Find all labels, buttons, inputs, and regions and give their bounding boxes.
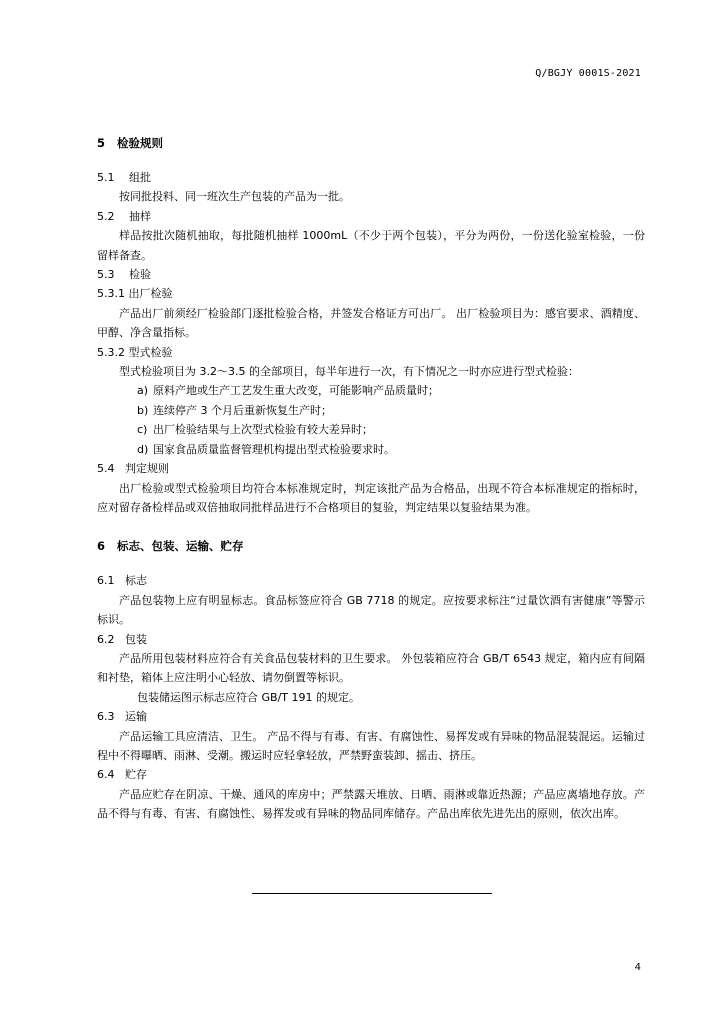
subsection-number: 5.2 [97, 209, 115, 223]
list-item-label: a) [137, 384, 149, 398]
list-item [97, 381, 645, 400]
document-body [97, 134, 645, 824]
subsection-title: 检验 [129, 268, 151, 282]
end-rule-divider [252, 893, 492, 894]
subsection-number: 5.1 [97, 171, 115, 184]
subsection-5-1-heading [97, 168, 645, 187]
subsection-5-3-2-heading [97, 343, 645, 362]
subsection-6-4-text: 产品应贮存在阴凉、干燥、通风的库房中；严禁露天堆放、日晒、雨淋或靠近热源；产品应离墙地存放。产品不得与有毒、有害、有腐蚀性、易挥发或有异味的物品同库储存。产品出库依先进先出的原则，依次出库。 [97, 787, 645, 821]
section-title: 标志、包装、运输、贮存 [117, 539, 244, 554]
subsection-6-2-heading [97, 630, 645, 649]
subsection-6-3-text: 产品运输工具应清洁、卫生。 产品不得与有毒、有害、有腐蚀性、易挥发或有异味的物品混装混运。运输过程中不得曝晒、雨淋、受潮。搬运时应轻拿轻放，严禁野蛮装卸、摇击、挤压。 [97, 729, 645, 762]
section-5-heading [97, 134, 645, 152]
subsection-number: 5.4 [97, 462, 115, 476]
subsection-6-3-heading [97, 707, 645, 726]
document-code-header: Q/BGJY 0001S-2021 [535, 68, 641, 79]
subsection-5-3-heading [97, 265, 645, 284]
subsection-title: 组批 [129, 171, 151, 184]
list-item-text: 原料产地或生产工艺发生重大改变，可能影响产品质量时； [153, 384, 439, 398]
subsection-title: 标志 [125, 574, 147, 588]
section-6-heading [97, 537, 645, 555]
subsection-title: 包装 [125, 632, 147, 646]
subsection-title: 贮存 [125, 768, 147, 782]
list-item-text: 连续停产 3 个月后重新恢复生产时； [153, 403, 332, 417]
section-title: 检验规则 [117, 136, 164, 150]
subsection-5-3-1-text: 产品出厂前须经厂检验部门逐批检验合格，并签发合格证方可出厂。 出厂检验项目为：感官要求、酒精度、甲醇、净含量指标。 [97, 306, 645, 340]
subsection-title: 抽样 [129, 209, 151, 223]
list-item-label: d) [137, 442, 149, 456]
subsection-6-2-text-2: 包装储运图示标志应符合 GB/T 191 的规定。 [137, 690, 360, 704]
page-number: 4 [634, 962, 641, 973]
subsection-6-1-heading [97, 571, 645, 590]
subsection-6-2-text: 产品所用包装材料应符合有关食品包装材料的卫生要求。 外包装箱应符合 GB/T 6543 规定，箱内应有间隔和衬垫，箱体上应注明小心轻放、请勿倒置等标识。 [97, 651, 645, 685]
subsection-6-4-heading [97, 765, 645, 784]
subsection-title: 型式检验 [128, 345, 173, 359]
subsection-title: 出厂检验 [128, 287, 173, 301]
subsection-title: 运输 [125, 710, 147, 724]
subsection-number: 5.3 [97, 268, 115, 282]
section-number: 5 [97, 136, 106, 150]
subsection-5-3-1-heading [97, 284, 645, 303]
subsection-5-4-heading [97, 459, 645, 478]
list-item-text: 出厂检验结果与上次型式检验有较大差异时； [153, 423, 373, 437]
list-item-label: b) [137, 403, 149, 417]
subsection-number: 5.3.1 [97, 287, 125, 301]
subsection-5-4-text: 出厂检验或型式检验项目均符合本标准规定时，判定该批产品为合格品，出现不符合本标准规定的指标时，应对留存备检样品或双倍抽取同批样品进行不合格项目的复验，判定结果以复验结果为准。 [97, 481, 645, 514]
subsection-number: 6.2 [97, 632, 115, 646]
list-item [97, 401, 645, 420]
list-item-text: 国家食品质量监督管理机构提出型式检验要求时。 [153, 442, 395, 456]
subsection-5-1-text: 按同批投料、同一班次生产包装的产品为一批。 [119, 190, 350, 204]
subsection-number: 5.3.2 [97, 345, 125, 359]
subsection-5-2-heading [97, 207, 645, 226]
section-number: 6 [97, 539, 106, 554]
subsection-title: 判定规则 [125, 462, 169, 476]
subsection-number: 6.1 [97, 574, 115, 588]
list-item [97, 420, 645, 439]
list-item [97, 440, 645, 459]
subsection-6-1-text: 产品包装物上应有明显标志。食品标签应符合 GB 7718 的规定。应按要求标注“过量饮酒有害健康”等警示标识。 [97, 593, 645, 627]
subsection-number: 6.4 [97, 768, 115, 782]
subsection-5-3-2-text: 型式检验项目为 3.2～3.5 的全部项目，每半年进行一次，有下情况之一时亦应进行型式检验： [119, 365, 579, 379]
subsection-number: 6.3 [97, 710, 115, 724]
subsection-5-2-text: 样品按批次随机抽取，每批随机抽样 1000mL（不少于两个包装），平分为两份，一份送化验室检验，一份留样备查。 [97, 229, 645, 262]
list-item-label: c) [137, 423, 148, 437]
